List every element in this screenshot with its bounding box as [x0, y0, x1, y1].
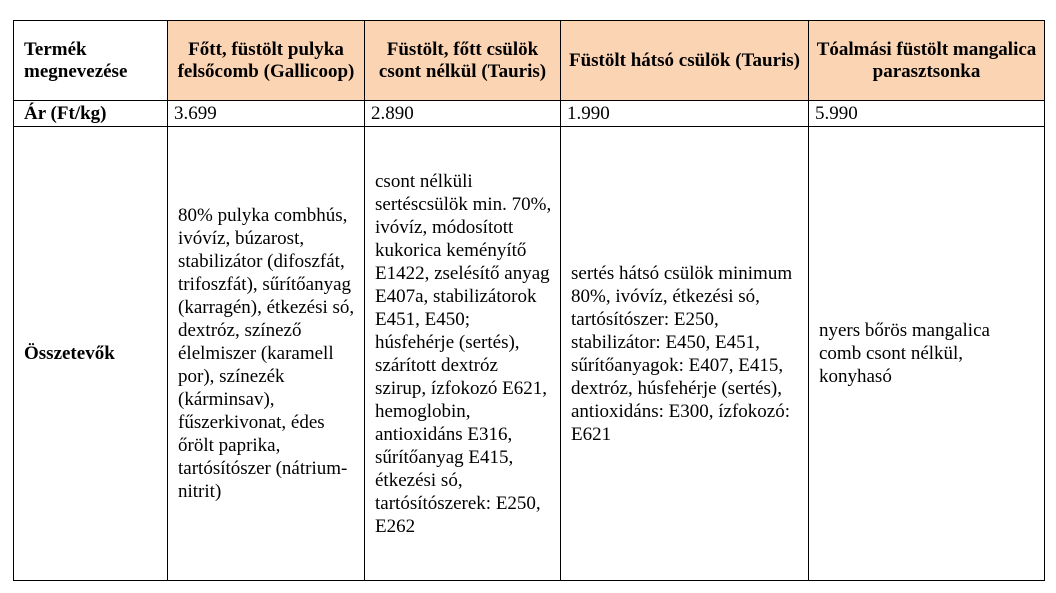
- ingredients-label: Összetevők: [14, 127, 168, 581]
- price-label: Ár (Ft/kg): [14, 101, 168, 127]
- price-product-4: 5.990: [809, 101, 1045, 127]
- product-comparison-table-container: [13, 20, 1045, 581]
- header-product-2: Füstölt, főtt csülök csont nélkül (Tauris): [365, 21, 561, 101]
- header-row: [14, 21, 1045, 101]
- ingredients-text: 80% pulyka combhús, ivóvíz, búzarost, stabilizátor (difoszfát, trifoszfát), sűrítőanyag (karragén), étkezési só, dextróz, színező élelmiszer (karamell por), színezék (kárminsav), fűszerkivonat, édes őrölt paprika, tartósítószer (nátrium-nitrit): [178, 205, 355, 502]
- ingredients-text: nyers bőrös mangalica comb csont nélkül, konyhasó: [819, 320, 990, 387]
- ingredients-text: csont nélküli sertéscsülök min. 70%, ivóvíz, módosított kukorica keményítő E1422, zselésítő anyag E407a, stabilizátorok E451, E450; húsfehérje (sertés), szárított dextróz szirup, ízfokozó E621, hemoglobin, antioxidáns E316, sűrítőanyag E415, étkezési só, tartósítószerek: E250, E262: [375, 170, 552, 537]
- ingredients-text: sertés hátsó csülök minimum 80%, ivóvíz, étkezési só, tartósítószer: E250, stabilizátor: E450, E451, sűrítőanyagok: E407, E415, dextróz, húsfehérje (sertés), antioxidáns: E300, ízfokozó: E621: [571, 262, 793, 445]
- ingredients-product-1: [168, 127, 365, 581]
- ingredients-product-4: [809, 127, 1045, 581]
- ingredients-product-2: [365, 127, 561, 581]
- price-row: [14, 101, 1045, 127]
- product-comparison-table: [13, 20, 1045, 581]
- header-product-4: Tóalmási füstölt mangalica parasztsonka: [809, 21, 1045, 101]
- ingredients-row: [14, 127, 1045, 581]
- header-product-name-label: Termék megnevezése: [14, 21, 168, 101]
- price-product-1: 3.699: [168, 101, 365, 127]
- header-product-1: Főtt, füstölt pulyka felsőcomb (Gallicoop): [168, 21, 365, 101]
- ingredients-product-3: [561, 127, 809, 581]
- header-product-3: Füstölt hátsó csülök (Tauris): [561, 21, 809, 101]
- price-product-2: 2.890: [365, 101, 561, 127]
- price-product-3: 1.990: [561, 101, 809, 127]
